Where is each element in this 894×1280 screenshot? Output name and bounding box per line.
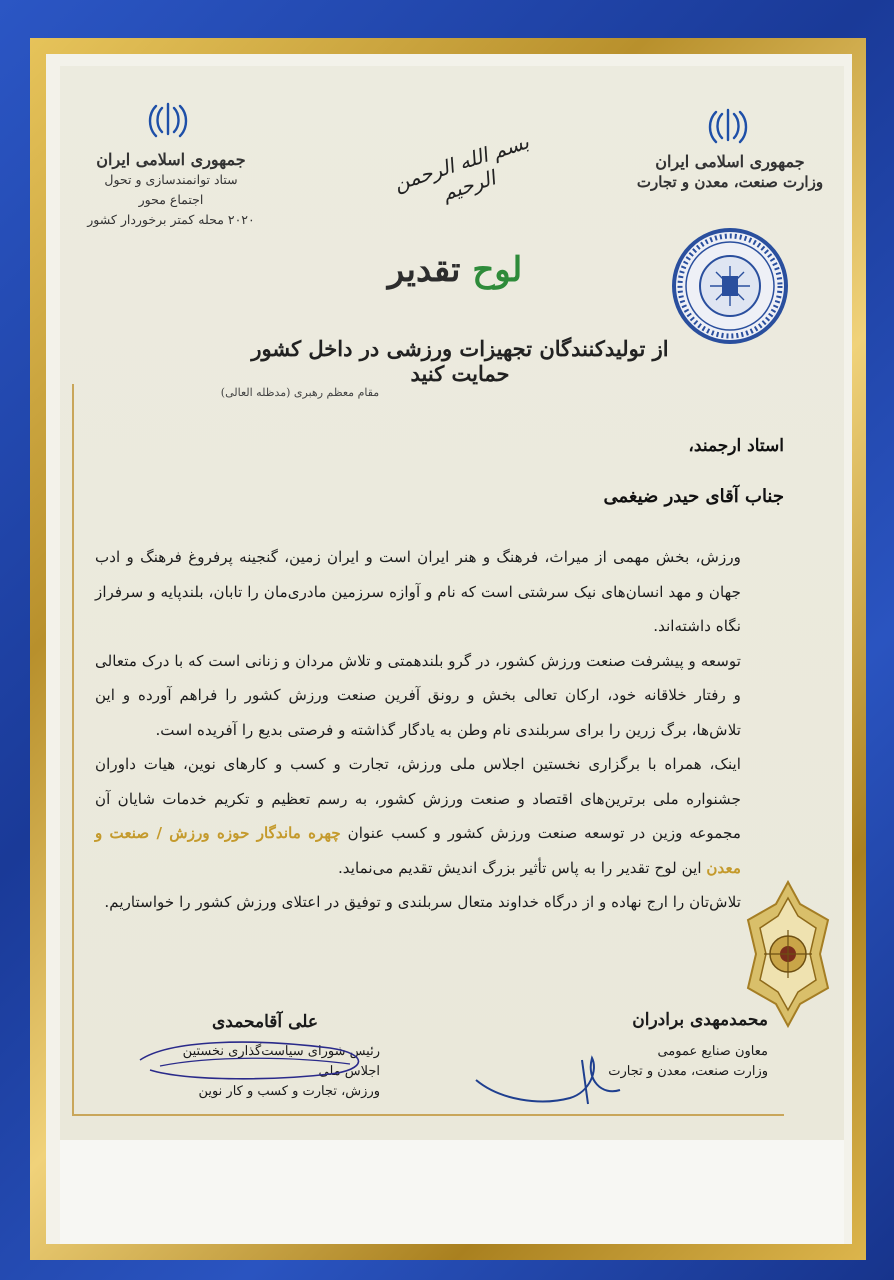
signatory-left-name: علی آقامحمدی [211, 1012, 319, 1032]
header-left-line2: ستاد توانمندسازی و تحول اجتماع محور [104, 172, 238, 207]
title-part2: تقدیر [387, 250, 461, 290]
header-left-line3: ۲۰۲۰ محله کمتر برخوردار کشور [87, 212, 255, 227]
header-left-line1: جمهوری اسلامی ایران [96, 150, 246, 169]
header-right-line1: جمهوری اسلامی ایران [655, 152, 805, 171]
title-part1: لوح [472, 250, 523, 290]
signatory-right-org: وزارت صنعت، معدن و تجارت [608, 1064, 768, 1079]
recipient-name: جناب آقای حیدر ضیغمی [603, 486, 784, 507]
body-paragraph-2: توسعه و پیشرفت صنعت ورزش کشور، در گرو بلندهمتی و تلاش مردان و زنانی است که با درک متعالی و رفتار خلاقانه خود، ارکان تعالی بخش و رونق آفرین صنعت ورزش کشور را فراهم آورده و این تلاش‌ها، برگ زرین را برای سربلندی نام وطن به یادگار گذاشته و فرصتی بدیع را آفریده است. [95, 651, 741, 739]
ornament-medallion-icon [740, 880, 836, 1028]
mat-bottom [60, 1140, 844, 1244]
header-right [630, 152, 830, 192]
body-paragraph-3 [95, 747, 741, 885]
header-left [86, 150, 256, 230]
iran-emblem-icon [146, 98, 190, 142]
signatory-right-name: محمدمهدی برادران [632, 1010, 768, 1030]
signature-left-icon [130, 1030, 380, 1090]
iran-emblem-icon [706, 104, 750, 148]
signature-right-icon [470, 1040, 630, 1110]
signatory-left-org: ورزش، تجارت و کسب و کار نوین [198, 1084, 380, 1099]
body-paragraph-3-start: اینک، همراه با برگزاری نخستین اجلاس ملی ورزش، تجارت و کسب و کارهای نوین، هیات داوران جشنواره ملی برترین‌های اقتصاد و صنعت ورزش کشور، به رسم تعظیم و تکریم خدمات شایان آن مجموعه وزین در توسعه صنعت ورزش کشور و کسب عنوان [95, 755, 742, 842]
slogan-source: مقام معظم رهبری (مدظله العالی) [220, 386, 380, 399]
body-paragraph-4: تلاش‌تان را ارج نهاده و از درگاه خداوند متعال سربلندی و توفیق در اعتلای ورزش کشور را خواستاریم. [104, 893, 741, 911]
certificate-title [380, 250, 530, 290]
signatory-left-title: رئیس شورای سیاست‌گذاری نخستین اجلاس ملی [182, 1044, 380, 1079]
body-paragraph-1: ورزش، بخش مهمی از میراث، فرهنگ و هنر ایران است و ایران زمین، گنجینه پرفروغ فرهنگ و ادب جهان و مهد انسان‌های نیک سرشتی است که نام و آوازه سرزمین مادری‌مان را تابان، بلندپایه و سرفراز نگاه داشته‌اند. [95, 548, 741, 635]
signatory-right-title: معاون صنایع عمومی [657, 1044, 768, 1059]
association-seal-icon [670, 226, 790, 346]
header-right-line2: وزارت صنعت، معدن و تجارت [636, 173, 824, 191]
body-paragraph-3-end: این لوح تقدیر را به پاس تأثیر بزرگ اندیش تقدیم می‌نماید. [337, 858, 702, 877]
bismillah-calligraphy: بسم الله الرحمن الرحیم [390, 129, 532, 206]
certificate-body [95, 540, 741, 920]
salutation: استاد ارجمند، [688, 436, 784, 456]
slogan: از تولیدکنندگان تجهیزات ورزشی در داخل کشور حمایت کنید [251, 336, 669, 386]
award-title-highlight: چهره ماندگار حوزه ورزش / صنعت و معدن [95, 824, 741, 877]
